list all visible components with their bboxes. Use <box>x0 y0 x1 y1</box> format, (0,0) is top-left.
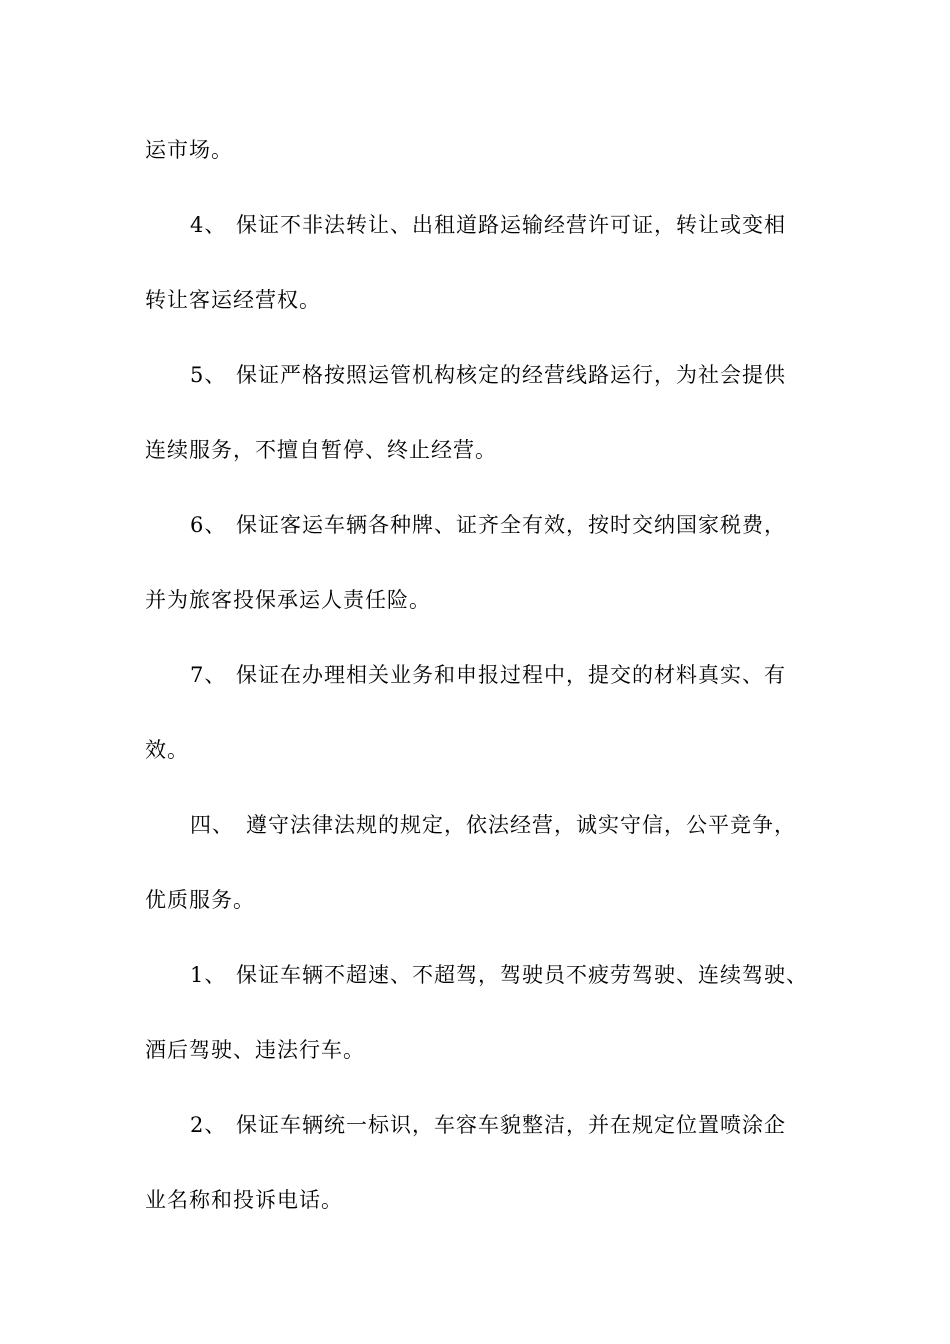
line-text: 保证不非法转让、出租道路运输经营许可证，转让或变相 <box>236 213 786 237</box>
paragraph-line <box>145 434 845 466</box>
list-item-line <box>190 659 890 691</box>
list-item-line <box>190 509 890 541</box>
paragraph-line <box>145 1034 845 1066</box>
paragraph-line <box>145 584 845 616</box>
item-number: 2、 <box>190 1113 227 1137</box>
item-number: 5、 <box>190 363 227 387</box>
list-item-line <box>190 359 890 391</box>
line-text: 保证客运车辆各种牌、证齐全有效，按时交纳国家税费， <box>236 513 786 537</box>
line-text: 优质服务。 <box>145 888 255 912</box>
paragraph-line <box>145 734 845 766</box>
item-number: 1、 <box>190 963 227 987</box>
paragraph-line <box>145 1184 845 1216</box>
paragraph-line <box>145 284 845 316</box>
line-text: 酒后驾驶、违法行车。 <box>145 1038 365 1062</box>
line-text: 遵守法律法规的规定，依法经营，诚实守信，公平竞争， <box>246 813 796 837</box>
line-text: 连续服务，不擅自暂停、终止经营。 <box>145 438 497 462</box>
line-text: 保证车辆统一标识，车容车貌整洁，并在规定位置喷涂企 <box>236 1113 786 1137</box>
line-text: 业名称和投诉电话。 <box>145 1188 343 1212</box>
item-number: 6、 <box>190 513 227 537</box>
item-number: 7、 <box>190 663 227 687</box>
section-heading-line <box>190 809 890 841</box>
list-item-line <box>190 1109 890 1141</box>
paragraph-line <box>145 134 845 166</box>
line-text: 保证严格按照运管机构核定的经营线路运行，为社会提供 <box>236 363 786 387</box>
line-text: 效。 <box>145 738 189 762</box>
paragraph-line <box>145 884 845 916</box>
line-text: 保证在办理相关业务和申报过程中，提交的材料真实、有 <box>236 663 786 687</box>
line-text: 转让客运经营权。 <box>145 288 321 312</box>
section-number: 四、 <box>190 813 234 837</box>
line-text: 保证车辆不超速、不超驾，驾驶员不疲劳驾驶、连续驾驶、 <box>236 963 808 987</box>
list-item-line <box>190 209 890 241</box>
list-item-line <box>190 959 890 991</box>
line-text: 并为旅客投保承运人责任险。 <box>145 588 431 612</box>
line-text: 运市场。 <box>145 138 233 162</box>
item-number: 4、 <box>190 213 227 237</box>
